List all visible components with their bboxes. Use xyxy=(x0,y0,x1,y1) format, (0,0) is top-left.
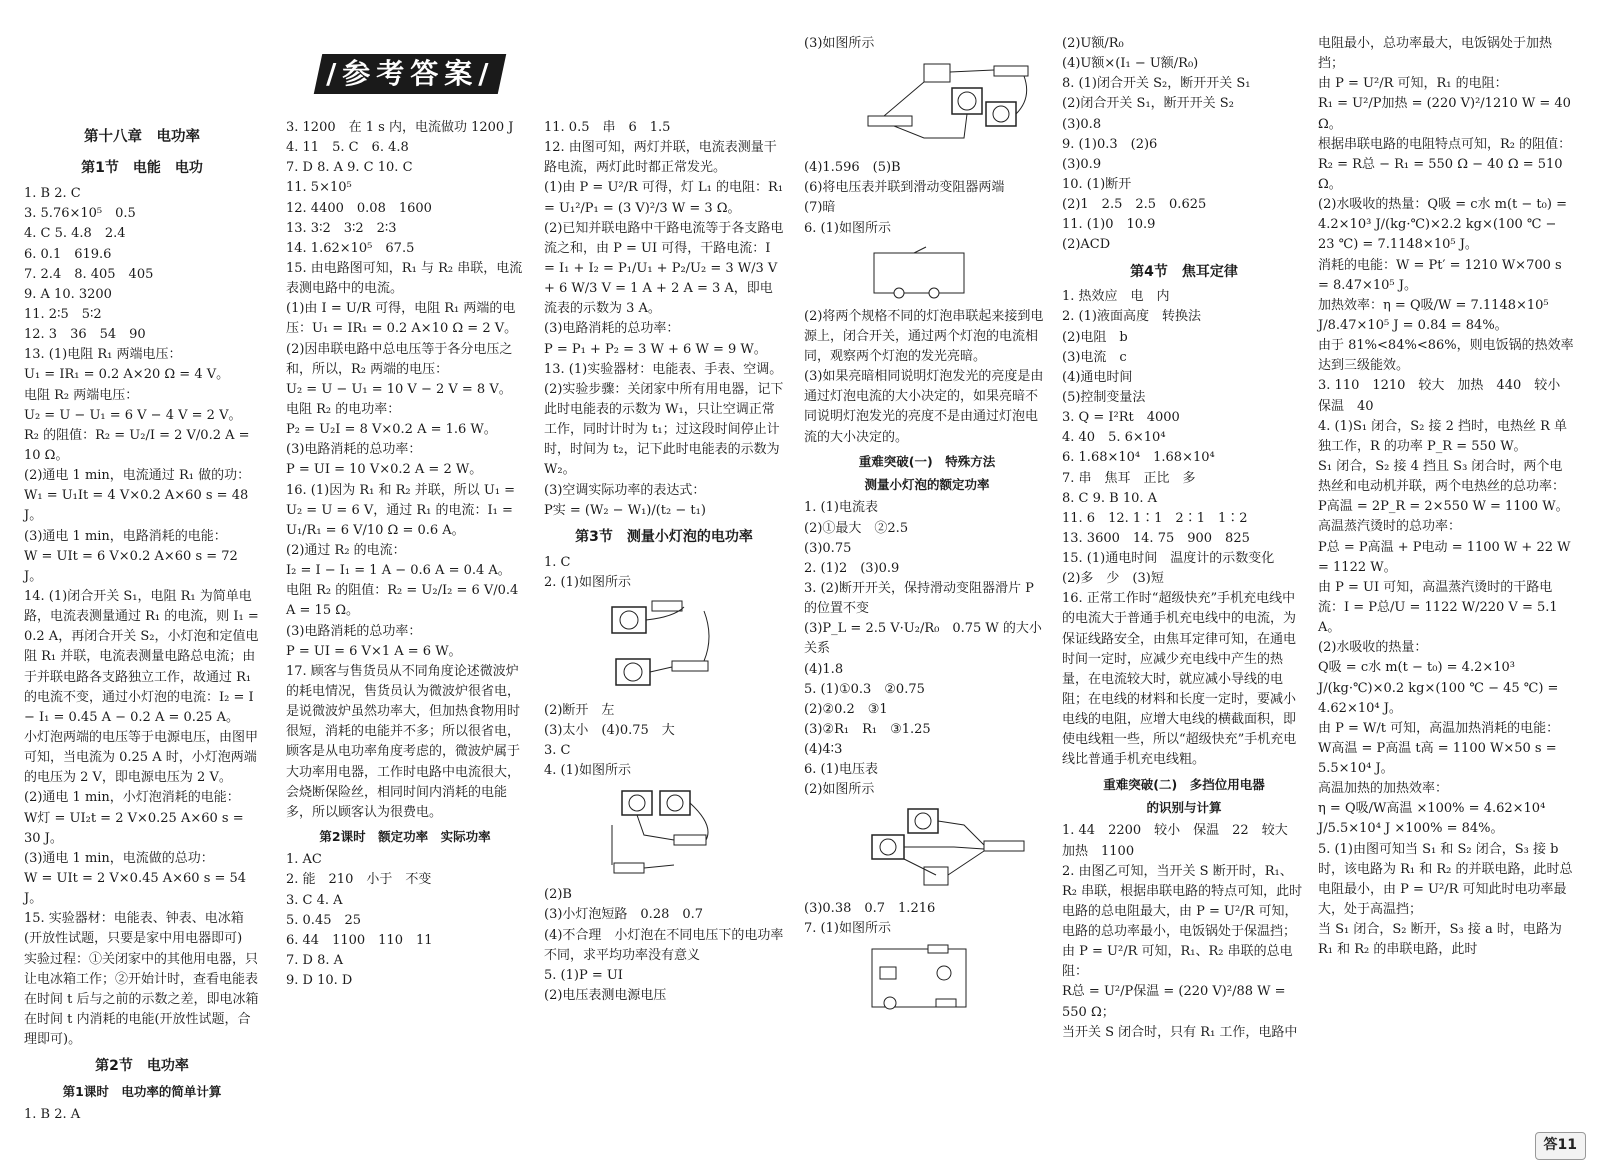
answer-line: 6. (1)如图所示 xyxy=(804,220,891,236)
answer-line: 13. 3600 14. 75 900 825 xyxy=(1062,530,1250,546)
answer-line: 6. (1)电压表 xyxy=(804,762,878,778)
answer-line: 1. AC xyxy=(286,852,322,868)
col2-answer-list xyxy=(286,118,524,823)
answer-line: 1. B 2. A xyxy=(24,1107,81,1123)
circuit-diagram-6 xyxy=(864,805,1034,895)
column-6 xyxy=(1318,34,1574,1124)
section-3-title: 第3节 测量小灯泡的电功率 xyxy=(575,528,753,545)
answer-line: (2)通过 R₂ 的电流： xyxy=(286,542,406,558)
answer-line: 5. (1)①0.3 ②0.75 xyxy=(804,681,925,697)
answer-line: 当开关 S 闭合时，只有 R₁ 工作，电路中 xyxy=(1062,1024,1298,1040)
col4-answer-list-5 xyxy=(804,899,1050,939)
col5-answer-list-3 xyxy=(1062,821,1306,1043)
col1-answer-list xyxy=(24,184,263,1050)
answer-line: (2)水吸收的热量： xyxy=(1318,640,1428,656)
col3-answer-list xyxy=(544,118,788,521)
answer-line: (4)通电时间 xyxy=(1062,369,1133,385)
answer-line: 3. Q = I²Rt 4000 xyxy=(1062,410,1180,426)
section-2-title: 第2节 电功率 xyxy=(95,1058,189,1075)
answer-line: 8. C 9. B 10. A xyxy=(1062,490,1158,506)
answer-line: W = UIt = 6 V×0.2 A×60 s = 72 J。 xyxy=(24,548,242,584)
answer-line: (1)由 I = U/R 可得，电阻 R₁ 两端的电压：U₁ = IR₁ = 0.2 A×10 Ω = 2 V。 xyxy=(286,301,518,337)
answer-line: (3)电流 c xyxy=(1062,349,1127,365)
answer-line: 13. (1)电阻 R₁ 两端电压： xyxy=(24,347,182,363)
col4-answer-list-2 xyxy=(804,158,1050,239)
answer-line: 6. 0.1 619.6 xyxy=(24,246,112,262)
answer-line: 4. (1)如图所示 xyxy=(544,763,631,779)
answer-line: (3)0.38 0.7 1.216 xyxy=(804,900,936,916)
col4-answer-list-3 xyxy=(804,307,1050,448)
answer-line: 11. 6 12. 1∶1 2∶1 1∶2 xyxy=(1062,510,1248,526)
col6-answer-list xyxy=(1318,34,1574,960)
answer-line: 由 P = W/t 可知，高温加热消耗的电能： xyxy=(1318,720,1560,736)
answer-line: P高温 = 2P_R = 2×550 W = 1100 W。 xyxy=(1318,499,1569,515)
series-bulb-circuit xyxy=(864,243,974,303)
answer-line: 11. 0.5 串 6 1.5 xyxy=(544,120,671,135)
answer-line: 11. (1)0 10.9 xyxy=(1062,217,1156,233)
answer-line: (3)0.8 xyxy=(1062,116,1102,132)
answer-line: S₁ 闭合，S₂ 接 4 挡且 S₃ 闭合时，两个电热丝和电动机并联，两个电热丝的总功率： xyxy=(1318,458,1566,495)
answer-line: 5. (1)P = UI xyxy=(544,967,623,983)
answer-line: 小灯泡两端的电压等于电源电压，由图甲可知，当电流为 0.25 A 时，小灯泡两端的电压为 2 V，即电源电压为 2 V。 xyxy=(24,729,259,786)
answer-line: P = UI = 10 V×0.2 A = 2 W。 xyxy=(286,462,483,478)
answer-line: (3)通电 1 min，电路消耗的电能： xyxy=(24,528,227,544)
answer-line: R₁ = U²/P加热 = (220 V)²/1210 W = 40 Ω。 xyxy=(1318,96,1576,132)
answer-line: 实验过程：①关闭家中的其他用电器，只让电冰箱工作；②开始计时，查看电能表在时间 t 后与之前的示数之差，即电冰箱在时间 t 内消耗的电能(开放性试题，合理即可)。 xyxy=(24,951,259,1048)
answer-line: (3)电路消耗的总功率： xyxy=(544,321,680,337)
answer-line: 9. A 10. 3200 xyxy=(24,286,112,302)
col5-answer-list-2 xyxy=(1062,287,1306,770)
circuit-diagram-4 xyxy=(604,785,724,881)
answer-line: 当 S₁ 闭合，S₂ 断开，S₃ 接 a 时，电路为 R₁ 和 R₂ 的串联电路，此时 xyxy=(1318,922,1567,958)
chapter-title: 第十八章 电功率 xyxy=(84,129,200,145)
answer-line: 由 P = U²/R 可知，R₁、R₂ 串联的总电阻： xyxy=(1062,944,1293,980)
answer-line: (2)1 2.5 2.5 0.625 xyxy=(1062,197,1207,213)
answer-line: 4. C 5. 4.8 2.4 xyxy=(24,226,126,242)
col3-answer-list-4 xyxy=(544,885,784,1006)
answer-line: 7. 2.4 8. 405 405 xyxy=(24,266,154,282)
answer-line: 15. 实验器材：电能表、钟表、电冰箱(开放性试题，只要是家中用电器即可) xyxy=(24,911,244,947)
answer-line: 1. 44 2200 较小 保温 22 较大 加热 1100 xyxy=(1062,823,1301,859)
answer-line: 3. C xyxy=(544,743,571,759)
answer-line: 3. C 4. A xyxy=(286,892,343,908)
answer-line: (3)小灯泡短路 0.28 0.7 xyxy=(544,907,704,923)
circuit-diagram-7 xyxy=(864,943,974,1013)
answer-line: 1. B 2. C xyxy=(24,186,81,202)
answer-line: W = UIt = 2 V×0.45 A×60 s = 54 J。 xyxy=(24,870,251,907)
answer-line: 9. (1)0.3 (2)6 xyxy=(1062,136,1158,152)
answer-line: 4. (1)S₁ 闭合，S₂ 接 2 挡时，电热丝 R 单独工作，R 的功率 P_R = 550 W。 xyxy=(1318,418,1568,454)
answer-line: 7. 串 焦耳 正比 多 xyxy=(1062,470,1196,486)
answer-key-banner: /参考答案/ xyxy=(314,54,507,94)
answer-line: 7. D 8. A 9. C 10. C xyxy=(286,160,413,176)
answer-line: 13. (1)实验器材：电能表、手表、空调。 xyxy=(544,361,783,377)
answer-line: 高温蒸汽烫时的总功率： xyxy=(1318,519,1462,535)
special-method-subtitle: 测量小灯泡的额定功率 xyxy=(864,477,990,493)
page-number: 答11 xyxy=(1535,1132,1586,1160)
answer-line: (2)B xyxy=(544,887,572,903)
col3-answer-list-3 xyxy=(544,701,784,782)
answer-line: (3)②R₁ R₁ ③1.25 xyxy=(804,721,931,737)
answer-line: (3)电路消耗的总功率： xyxy=(286,442,422,458)
answer-line: (2)多 少 (3)短 xyxy=(1062,571,1164,587)
answer-line: (4)U额×(I₁ − U额/R₀) xyxy=(1062,56,1199,72)
special-method-title: 重难突破(一) 特殊方法 xyxy=(858,453,996,469)
answer-line: 1. 热效应 电 内 xyxy=(1062,289,1170,305)
answer-line: 14. 1.62×10⁵ 67.5 xyxy=(286,240,415,256)
answer-line: 1. C xyxy=(544,554,571,570)
answer-line: 10. (1)断开 xyxy=(1062,176,1132,192)
answer-line: (3)0.75 xyxy=(804,540,852,556)
answer-line: 15. 由电路图可知，R₁ 与 R₂ 串联，电流表测电路中的电流。 xyxy=(286,260,523,297)
answer-line: (3)P_L = 2.5 V·U₂/R₀ 0.75 W 的大小关系 xyxy=(804,621,1042,657)
answer-line: 16. (1)因为 R₁ 和 R₂ 并联，所以 U₁ = U₂ = U = 6 V，通过 R₁ 的电流：I₁ = U₁/R₁ = 6 V/10 Ω = 0.6 A。 xyxy=(286,482,520,538)
answer-line: (3)太小 (4)0.75 大 xyxy=(544,722,675,738)
answer-line: U₂ = U − U₁ = 10 V − 2 V = 8 V。 xyxy=(286,381,512,397)
answer-line: 7. D 8. A xyxy=(286,953,344,968)
answer-line: (2)断开 左 xyxy=(544,702,615,718)
answer-line: 2. (1)液面高度 转换法 xyxy=(1062,309,1201,325)
answer-line: 16. 正常工作时“超级快充”手机充电线中的电流大于普通手机充电线中的电流，为保证线路安全，由焦耳定律可知，在通电时间一定时，应减少充电线中产生的热量，在电流较大时，就应减小导线的电阻；在电线的材料和长度一定时，要减小电线的电阻，应增大电线的横截面积，即使电线粗一些，所以“超级快充”手机充电线比普通手机充电线粗。 xyxy=(1062,591,1297,768)
answer-line: P实 = (W₂ − W₁)/(t₂ − t₁) xyxy=(544,502,706,518)
answer-line: 根据串联电路的电阻特点可知，R₂ 的阻值： xyxy=(1318,136,1572,152)
answer-line: 2. 能 210 小于 不变 xyxy=(286,872,432,888)
answer-line: (3)如图所示 xyxy=(804,36,875,51)
answer-line: 2. 由图乙可知，当开关 S 断开时，R₁、R₂ 串联，根据串联电路的特点可知，此时电路的总电阻最大，由 P = U²/R 可知，电路的总功率最小，电饭锅处于保温挡； xyxy=(1062,863,1303,940)
answer-line: η = Q吸/W高温 ×100% = 4.62×10⁴ J/5.5×10⁴ J ×100% = 84%。 xyxy=(1318,801,1550,837)
answer-line: 2. (1)如图所示 xyxy=(544,574,631,590)
section-1-title: 第1节 电能 电功 xyxy=(81,160,203,177)
answer-line: (1)由 P = U²/R 可得，灯 L₁ 的电阻：R₁ = U₁²/P₁ = (3 V)²/3 W = 3 Ω。 xyxy=(544,180,788,216)
answer-line: 11. 5×10⁵ xyxy=(286,180,352,196)
answer-line: (4)4∶3 xyxy=(804,742,843,758)
answer-line: 2. (1)2 (3)0.9 xyxy=(804,560,900,576)
answer-line: 5. (1)由图可知当 S₁ 和 S₂ 闭合，S₃ 接 b 时，该电路为 R₁ 和 R₂ 的并联电路，此时总电阻最小，由 P = U²/R 可知此时电功率最大，处于高温挡； xyxy=(1318,841,1573,918)
answer-line: 消耗的电能：W = Pt′ = 1210 W×700 s = 8.47×10⁵ J。 xyxy=(1318,257,1566,293)
answer-line: P总 = P高温 + P电动 = 1100 W + 22 W = 1122 W。 xyxy=(1318,539,1575,575)
answer-line: 11. 2∶5 5∶2 xyxy=(24,307,102,322)
answer-line: (2)ACD xyxy=(1062,237,1111,253)
answer-line: 5. 0.45 25 xyxy=(286,912,362,928)
answer-line: (2)闭合开关 S₁，断开开关 S₂ xyxy=(1062,96,1234,112)
answer-line: (3)通电 1 min，电流做的总功： xyxy=(24,850,214,866)
answer-line: (4)1.596 (5)B xyxy=(804,160,901,176)
col3-answer-list-2 xyxy=(544,553,784,593)
answer-line: (7)暗 xyxy=(804,200,836,216)
answer-line: 14. (1)闭合开关 S₁，电阻 R₁ 为简单电路，电流表测量通过 R₁ 的电流，则 I₁ = 0.2 A，再闭合开关 S₂，小灯泡和定值电阻 R₁ 并联，电流表测量电路总电流；由于并联电路各支路独立工作，故通过 R₁ 的电流不变，通过小灯泡的电流：I₂ = I − I₁ = 0.45 A − 0.2 A = 0.25 A。 xyxy=(24,588,263,725)
answer-line: 1. (1)电流表 xyxy=(804,500,878,516)
column-3 xyxy=(544,118,788,1158)
answer-line: R总 = U²/P保温 = (220 V)²/88 W = 550 Ω； xyxy=(1062,984,1290,1020)
answer-line: (2)通电 1 min，电流通过 R₁ 做的功： xyxy=(24,468,251,484)
answer-line: (2)水吸收的热量：Q吸 = c水 m(t − t₀) = 4.2×10³ J/(kg·℃)×2.2 kg×(100 ℃ − 23 ℃) = 7.1148×10⁵ J。 xyxy=(1318,197,1572,253)
answer-line: (2)因串联电路中总电压等于各分电压之和，所以，R₂ 两端的电压： xyxy=(286,341,513,377)
column-5 xyxy=(1062,34,1306,1084)
circuit-diagram-2 xyxy=(604,597,724,697)
answer-line: (4)不合理 小灯泡在不同电压下的电功率不同，求平均功率没有意义 xyxy=(544,927,784,963)
answer-line: (2)将两个规格不同的灯泡串联起来接到电源上，闭合开关，通过两个灯泡的电流相同，观察两个灯泡的发光亮暗。 xyxy=(804,308,1044,364)
answer-line: 13. 3∶2 3∶2 2∶3 xyxy=(286,220,397,236)
answer-line: 6. 44 1100 110 11 xyxy=(286,932,433,948)
multi-gear-subtitle: 的识别与计算 xyxy=(1146,799,1222,815)
answer-line: U₂ = U − U₁ = 6 V − 4 V = 2 V。 xyxy=(24,407,242,423)
answer-line: 12. 由图可知，两灯并联，电流表测量干路电流，两灯此时都正常发光。 xyxy=(544,140,777,176)
col5-answer-list xyxy=(1062,34,1306,256)
answer-line: 电阻 R₂ 两端电压： xyxy=(24,387,139,403)
answer-line: 由 P = UI 可知，高温蒸汽烫时的干路电流：I = P总/U = 1122 W/220 V = 5.1 A。 xyxy=(1318,579,1562,636)
answer-line: 15. (1)通电时间 温度计的示数变化 xyxy=(1062,551,1275,567)
answer-line: 6. 1.68×10⁴ 1.68×10⁴ xyxy=(1062,450,1215,466)
answer-line: 17. 顾客与售货员从不同角度论述微波炉的耗电情况，售货员认为微波炉很省电，是说微波炉虽然功率大，但加热食物用时很短，消耗的电能并不多；所以很省电，顾客是从电功率角度考虑的，微波炉属于大功率用电器，工作时电路中电流很大，会烧断保险丝，相同时间内消耗的电能多，所以顾客认为很费电。 xyxy=(286,663,521,820)
answer-line: W₁ = U₁It = 4 V×0.2 A×60 s = 48 J。 xyxy=(24,488,253,524)
answer-line: (3)电路消耗的总功率： xyxy=(286,623,422,639)
answer-line: (2)已知并联电路中干路电流等于各支路电流之和，由 P = UI 可得，干路电流：I = I₁ + I₂ = P₁/U₁ + P₂/U₂ = 3 W/3 V + 6 W/3 V = 1 A + 2 A = 3 A，即电流表的示数为 3 A。 xyxy=(544,220,784,317)
answer-line: I₂ = I − I₁ = 1 A − 0.6 A = 0.4 A。 xyxy=(286,563,511,579)
answer-line: Q吸 = c水 m(t − t₀) = 4.2×10³ J/(kg·℃)×0.2 kg×(100 ℃ − 45 ℃) = 4.62×10⁴ J。 xyxy=(1318,660,1563,716)
answer-line: 8. (1)闭合开关 S₂，断开开关 S₁ xyxy=(1062,76,1251,92)
answer-line: (2)通电 1 min，小灯泡消耗的电能： xyxy=(24,790,240,806)
answer-line: (2)电压表测电源电压 xyxy=(544,988,667,1004)
answer-line: (2)U额/R₀ xyxy=(1062,36,1124,51)
answer-line: R₂ = R总 − R₁ = 550 Ω − 40 Ω = 510 Ω。 xyxy=(1318,156,1567,192)
answer-line: 3. (2)断开开关，保持滑动变阻器滑片 P 的位置不变 xyxy=(804,581,1038,617)
answer-line: U₁ = IR₁ = 0.2 A×20 Ω = 4 V。 xyxy=(24,367,230,383)
answer-line: (2)实验步骤：关闭家中所有用电器，记下此时电能表的示数为 W₁，只让空调正常工作，同时计时为 t₁；过这段时间停止计时，时间为 t₂，记下此时电能表的示数为 W₂。 xyxy=(544,381,784,478)
answer-line: 4. 40 5. 6×10⁴ xyxy=(1062,430,1166,446)
answer-line: 9. D 10. D xyxy=(286,973,353,989)
answer-line: (3)空调实际功率的表达式： xyxy=(544,482,706,498)
answer-line: 12. 3 36 54 90 xyxy=(24,327,146,343)
circuit-diagram-3 xyxy=(864,58,1034,154)
answer-line: W高温 = P高温 t高 = 1100 W×50 s = 5.5×10⁴ J。 xyxy=(1318,740,1561,777)
answer-line: 3. 5.76×10⁵ 0.5 xyxy=(24,206,136,222)
answer-line: (5)控制变量法 xyxy=(1062,389,1146,405)
answer-line: 7. (1)如图所示 xyxy=(804,920,891,936)
column-1 xyxy=(24,118,263,1158)
answer-line: P₂ = U₂I = 8 V×0.2 A = 1.6 W。 xyxy=(286,422,497,438)
answer-line: W灯 = UI₂t = 2 V×0.25 A×60 s = 30 J。 xyxy=(24,810,248,846)
answer-line: 3. 1200 在 1 s 内，电流做功 1200 J xyxy=(286,120,514,135)
answer-line: 3. 110 1210 较大 加热 440 较小 保温 40 xyxy=(1318,378,1574,414)
answer-line: (2)②0.2 ③1 xyxy=(804,701,888,717)
answer-line: P = P₁ + P₂ = 3 W + 6 W = 9 W。 xyxy=(544,341,767,357)
answer-line: 电阻 R₂ 的电功率： xyxy=(286,401,401,417)
answer-line: 加热效率：η = Q吸/W = 7.1148×10⁵ J/8.47×10⁵ J = 0.84 = 84%。 xyxy=(1318,297,1553,333)
col4-answer-list xyxy=(804,34,1050,54)
answer-line: 由 P = U²/R 可知，R₁ 的电阻： xyxy=(1318,76,1508,92)
col4-answer-list-4 xyxy=(804,498,1050,800)
answer-line: 电阻 R₂ 的阻值：R₂ = U₂/I₂ = 6 V/0.4 A = 15 Ω。 xyxy=(286,583,523,619)
section-4-title: 第4节 焦耳定律 xyxy=(1130,263,1238,280)
col2-answer-list-2 xyxy=(286,850,524,991)
answer-line: (3)0.9 xyxy=(1062,156,1102,172)
column-4 xyxy=(804,34,1050,1074)
answer-line: P = UI = 6 V×1 A = 6 W。 xyxy=(286,643,462,659)
answer-line: 4. 11 5. C 6. 4.8 xyxy=(286,140,409,156)
answer-line: 高温加热的加热效率： xyxy=(1318,781,1449,797)
lesson-2-title: 第2课时 额定功率 实际功率 xyxy=(319,828,491,844)
answer-line: 电阻最小，总功率最大，电饭锅处于加热挡； xyxy=(1318,36,1553,72)
multi-gear-title: 重难突破(二) 多挡位用电器 xyxy=(1103,776,1265,792)
column-2 xyxy=(286,118,524,1158)
answer-line: (2)电阻 b xyxy=(1062,329,1128,345)
lesson-1-title: 第1课时 电功率的简单计算 xyxy=(62,1083,222,1099)
answer-line: R₂ 的阻值：R₂ = U₂/I = 2 V/0.2 A = 10 Ω。 xyxy=(24,427,254,463)
answer-line: (4)1.8 xyxy=(804,661,844,677)
answer-line: 12. 4400 0.08 1600 xyxy=(286,200,432,216)
answer-line: 由于 81%<84%<86%，则电饭锅的热效率达到三级能效。 xyxy=(1318,338,1574,374)
answer-line: (6)将电压表并联到滑动变阻器两端 xyxy=(804,180,1005,196)
answer-line: (2)①最大 ②2.5 xyxy=(804,520,909,536)
answer-line: (3)如果亮暗相同说明灯泡发光的亮度是由通过灯泡电流的大小决定的，如果亮暗不同说明灯泡发光的亮度不是由通过灯泡电流的大小决定的。 xyxy=(804,369,1044,445)
answer-line: (2)如图所示 xyxy=(804,782,875,798)
